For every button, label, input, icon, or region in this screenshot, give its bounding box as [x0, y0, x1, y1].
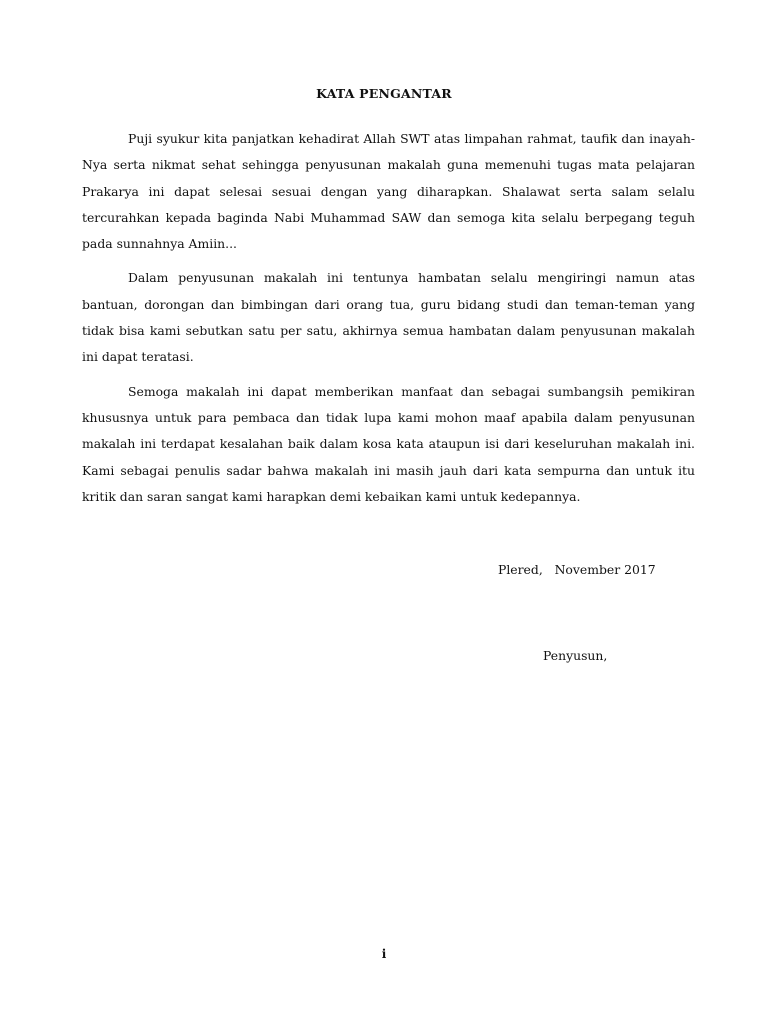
- document-body: [82, 126, 695, 518]
- document-title: KATA PENGANTAR: [316, 86, 452, 101]
- place-and-date: Plered, November 2017: [498, 562, 656, 577]
- paragraph-2: Dalam penyusunan makalah ini tentunya hambatan selalu mengiringi namun atas bantuan, dorongan dan bimbingan dari orang tua, guru bidang studi dan teman-teman yang tidak bisa kami sebutkan satu per satu, akhirnya semua hambatan dalam penyusunan makalah ini dapat teratasi.: [82, 270, 695, 365]
- paragraph-3: Semoga makalah ini dapat memberikan manfaat dan sebagai sumbangsih pemikiran khususnya untuk para pembaca dan tidak lupa kami mohon maaf apabila dalam penyusunan makalah ini terdapat kesalahan baik dalam kosa kata ataupun isi dari keseluruhan makalah ini. Kami sebagai penulis sadar bahwa makalah ini masih jauh dari kata sempurna dan untuk itu kritik dan saran sangat kami harapkan demi kebaikan kami untuk kedepannya.: [82, 383, 695, 504]
- author-signature-label: Penyusun,: [543, 648, 608, 663]
- paragraph-1: Puji syukur kita panjatkan kehadirat Allah SWT atas limpahan rahmat, taufik dan inayah-Nya serta nikmat sehat sehingga penyusunan makalah guna memenuhi tugas mata pelajaran Prakarya ini dapat selesai sesuai dengan yang diharapkan. Shalawat serta salam selalu tercurahkan kepada baginda Nabi Muhammad SAW dan semoga kita selalu berpegang teguh pada sunnahnya Amiin...: [82, 131, 695, 252]
- page-number: i: [381, 947, 387, 961]
